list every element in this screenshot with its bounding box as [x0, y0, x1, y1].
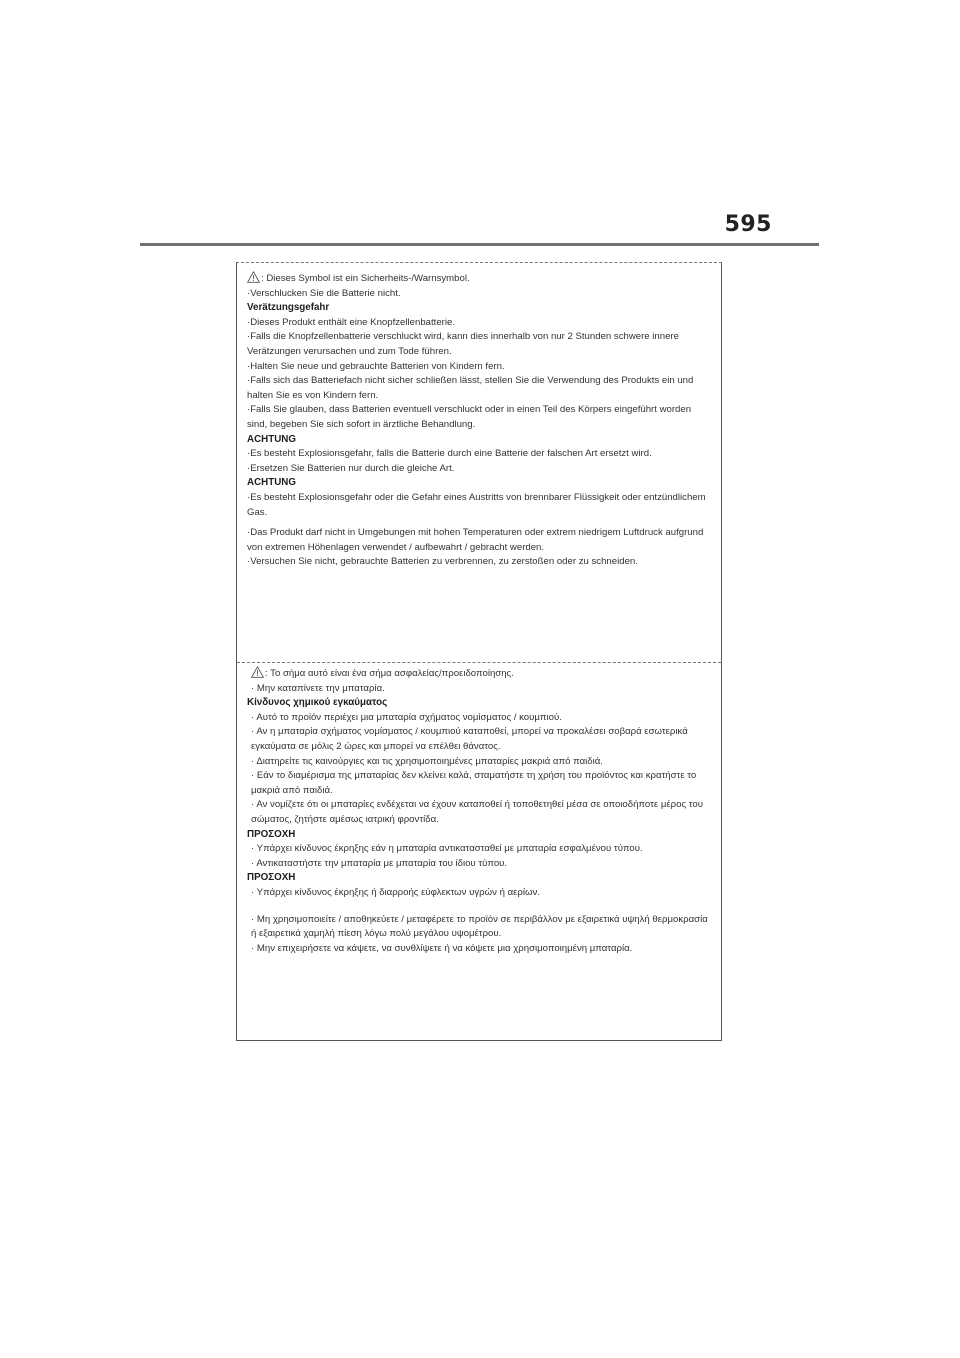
greek-do-not-swallow: · Μην καταπίνετε την μπαταρία.	[251, 682, 385, 694]
german-item: ·Dieses Produkt enthält eine Knopfzellenbatterie.	[247, 316, 455, 328]
german-symbol-note	[247, 271, 711, 287]
german-item: ·Halten Sie neue und gebrauchte Batterien von Kindern fern.	[247, 360, 505, 372]
german-item: ·Falls sich das Batteriefach nicht sicher schließen lässt, stellen Sie die Verwendung des Produkts ein und halten Sie es von Kindern fern.	[247, 375, 694, 401]
german-heading-caution: ACHTUNG	[247, 433, 296, 445]
header-rule	[140, 243, 819, 246]
german-item: ·Versuchen Sie nicht, gebrauchte Batterien zu verbrennen, zu zerstoßen oder zu schneiden.	[247, 556, 638, 568]
german-item: ·Das Produkt darf nicht in Umgebungen mit hohen Temperaturen oder extrem niedrigem Luftdruck aufgrund von extremen Höhenlagen verwendet / aufbewahrt / gebracht werden.	[247, 527, 704, 553]
german-do-not-swallow: ·Verschlucken Sie die Batterie nicht.	[247, 287, 401, 299]
greek-item: · Αν νομίζετε ότι οι μπαταρίες ενδέχεται να έχουν καταποθεί ή τοποθετηθεί μέσα σε οποιοδήποτε μέρος του σώματος, ζητήστε αμέσως ιατρική φροντίδα.	[251, 799, 703, 825]
german-item: ·Es besteht Explosionsgefahr, falls die Batterie durch eine Batterie der falschen Art ersetzt wird.	[247, 448, 652, 460]
german-heading-caution: ACHTUNG	[247, 477, 296, 489]
battery-warning-sheet	[236, 262, 722, 1041]
german-item: ·Falls die Knopfzellenbatterie verschluckt wird, kann dies innerhalb von nur 2 Stunden schwere innere Verätzungen verursachen und zum Tode führen.	[247, 331, 679, 357]
greek-symbol-note-text: : Το σήμα αυτό είναι ένα σήμα ασφαλείας/προειδοποίησης.	[265, 668, 514, 679]
warning-triangle-icon	[251, 666, 264, 678]
section-divider	[237, 662, 721, 663]
greek-item: · Μην επιχειρήσετε να κάψετε, να συνθλίψετε ή να κόψετε μια χρησιμοποιημένη μπαταρία.	[251, 942, 633, 954]
greek-heading-caution: ΠΡΟΣΟΧΗ	[247, 872, 296, 884]
greek-item: · Διατηρείτε τις καινούργιες και τις χρησιμοποιημένες μπαταρίες μακριά από παιδιά.	[251, 755, 603, 767]
greek-heading-caution: ΠΡΟΣΟΧΗ	[247, 828, 296, 840]
greek-item: · Εάν το διαμέρισμα της μπαταρίας δεν κλείνει καλά, σταματήστε τη χρήση του προϊόντος και κρατήστε το μακριά από παιδιά.	[251, 770, 697, 796]
german-item: ·Ersetzen Sie Batterien nur durch die gleiche Art.	[247, 462, 455, 474]
page-number: 595	[724, 212, 772, 237]
german-section	[237, 271, 721, 570]
greek-item: · Υπάρχει κίνδυνος έκρηξης εάν η μπαταρία αντικατασταθεί με μπαταρία εσφαλμένου τύπου.	[251, 843, 643, 855]
greek-symbol-note	[247, 666, 711, 682]
greek-item: · Αν η μπαταρία σχήματος νομίσματος / κουμπιού καταποθεί, μπορεί να προκαλέσει σοβαρά εσωτερικά εγκαύματα σε μόλις 2 ώρες και μπορεί να επέλθει θάνατος.	[251, 726, 688, 752]
warning-triangle-icon	[247, 271, 260, 283]
german-item: ·Falls Sie glauben, dass Batterien eventuell verschluckt oder in einen Teil des Körpers eingeführt worden sind, begeben Sie sich sofort in ärztliche Behandlung.	[247, 404, 692, 430]
spacer	[247, 901, 711, 913]
greek-item: · Αντικαταστήστε την μπαταρία με μπαταρία του ίδιου τύπου.	[251, 857, 508, 869]
greek-section	[237, 666, 721, 956]
greek-item: · Μη χρησιμοποιείτε / αποθηκεύετε / μεταφέρετε το προϊόν σε περιβάλλον με εξαιρετικά υψηλή θερμοκρασία ή εξαιρετικά χαμηλή πίεση λόγω πολύ μεγάλου υψομέτρου.	[251, 913, 708, 940]
greek-item: · Αυτό το προϊόν περιέχει μια μπαταρία σχήματος νομίσματος / κουμπιού.	[251, 711, 562, 723]
greek-item: · Υπάρχει κίνδυνος έκρηξης ή διαρροής εύφλεκτων υγρών ή αερίων.	[251, 886, 540, 898]
german-item: ·Es besteht Explosionsgefahr oder die Gefahr eines Austritts von brennbarer Flüssigkeit oder entzündlichem Gas.	[247, 491, 706, 518]
greek-heading-chemical: Κίνδυνος χημικού εγκαύματος	[247, 697, 388, 709]
german-heading-chemical: Verätzungsgefahr	[247, 302, 330, 314]
german-symbol-note-text: : Dieses Symbol ist ein Sicherheits-/Warnsymbol.	[261, 273, 470, 284]
